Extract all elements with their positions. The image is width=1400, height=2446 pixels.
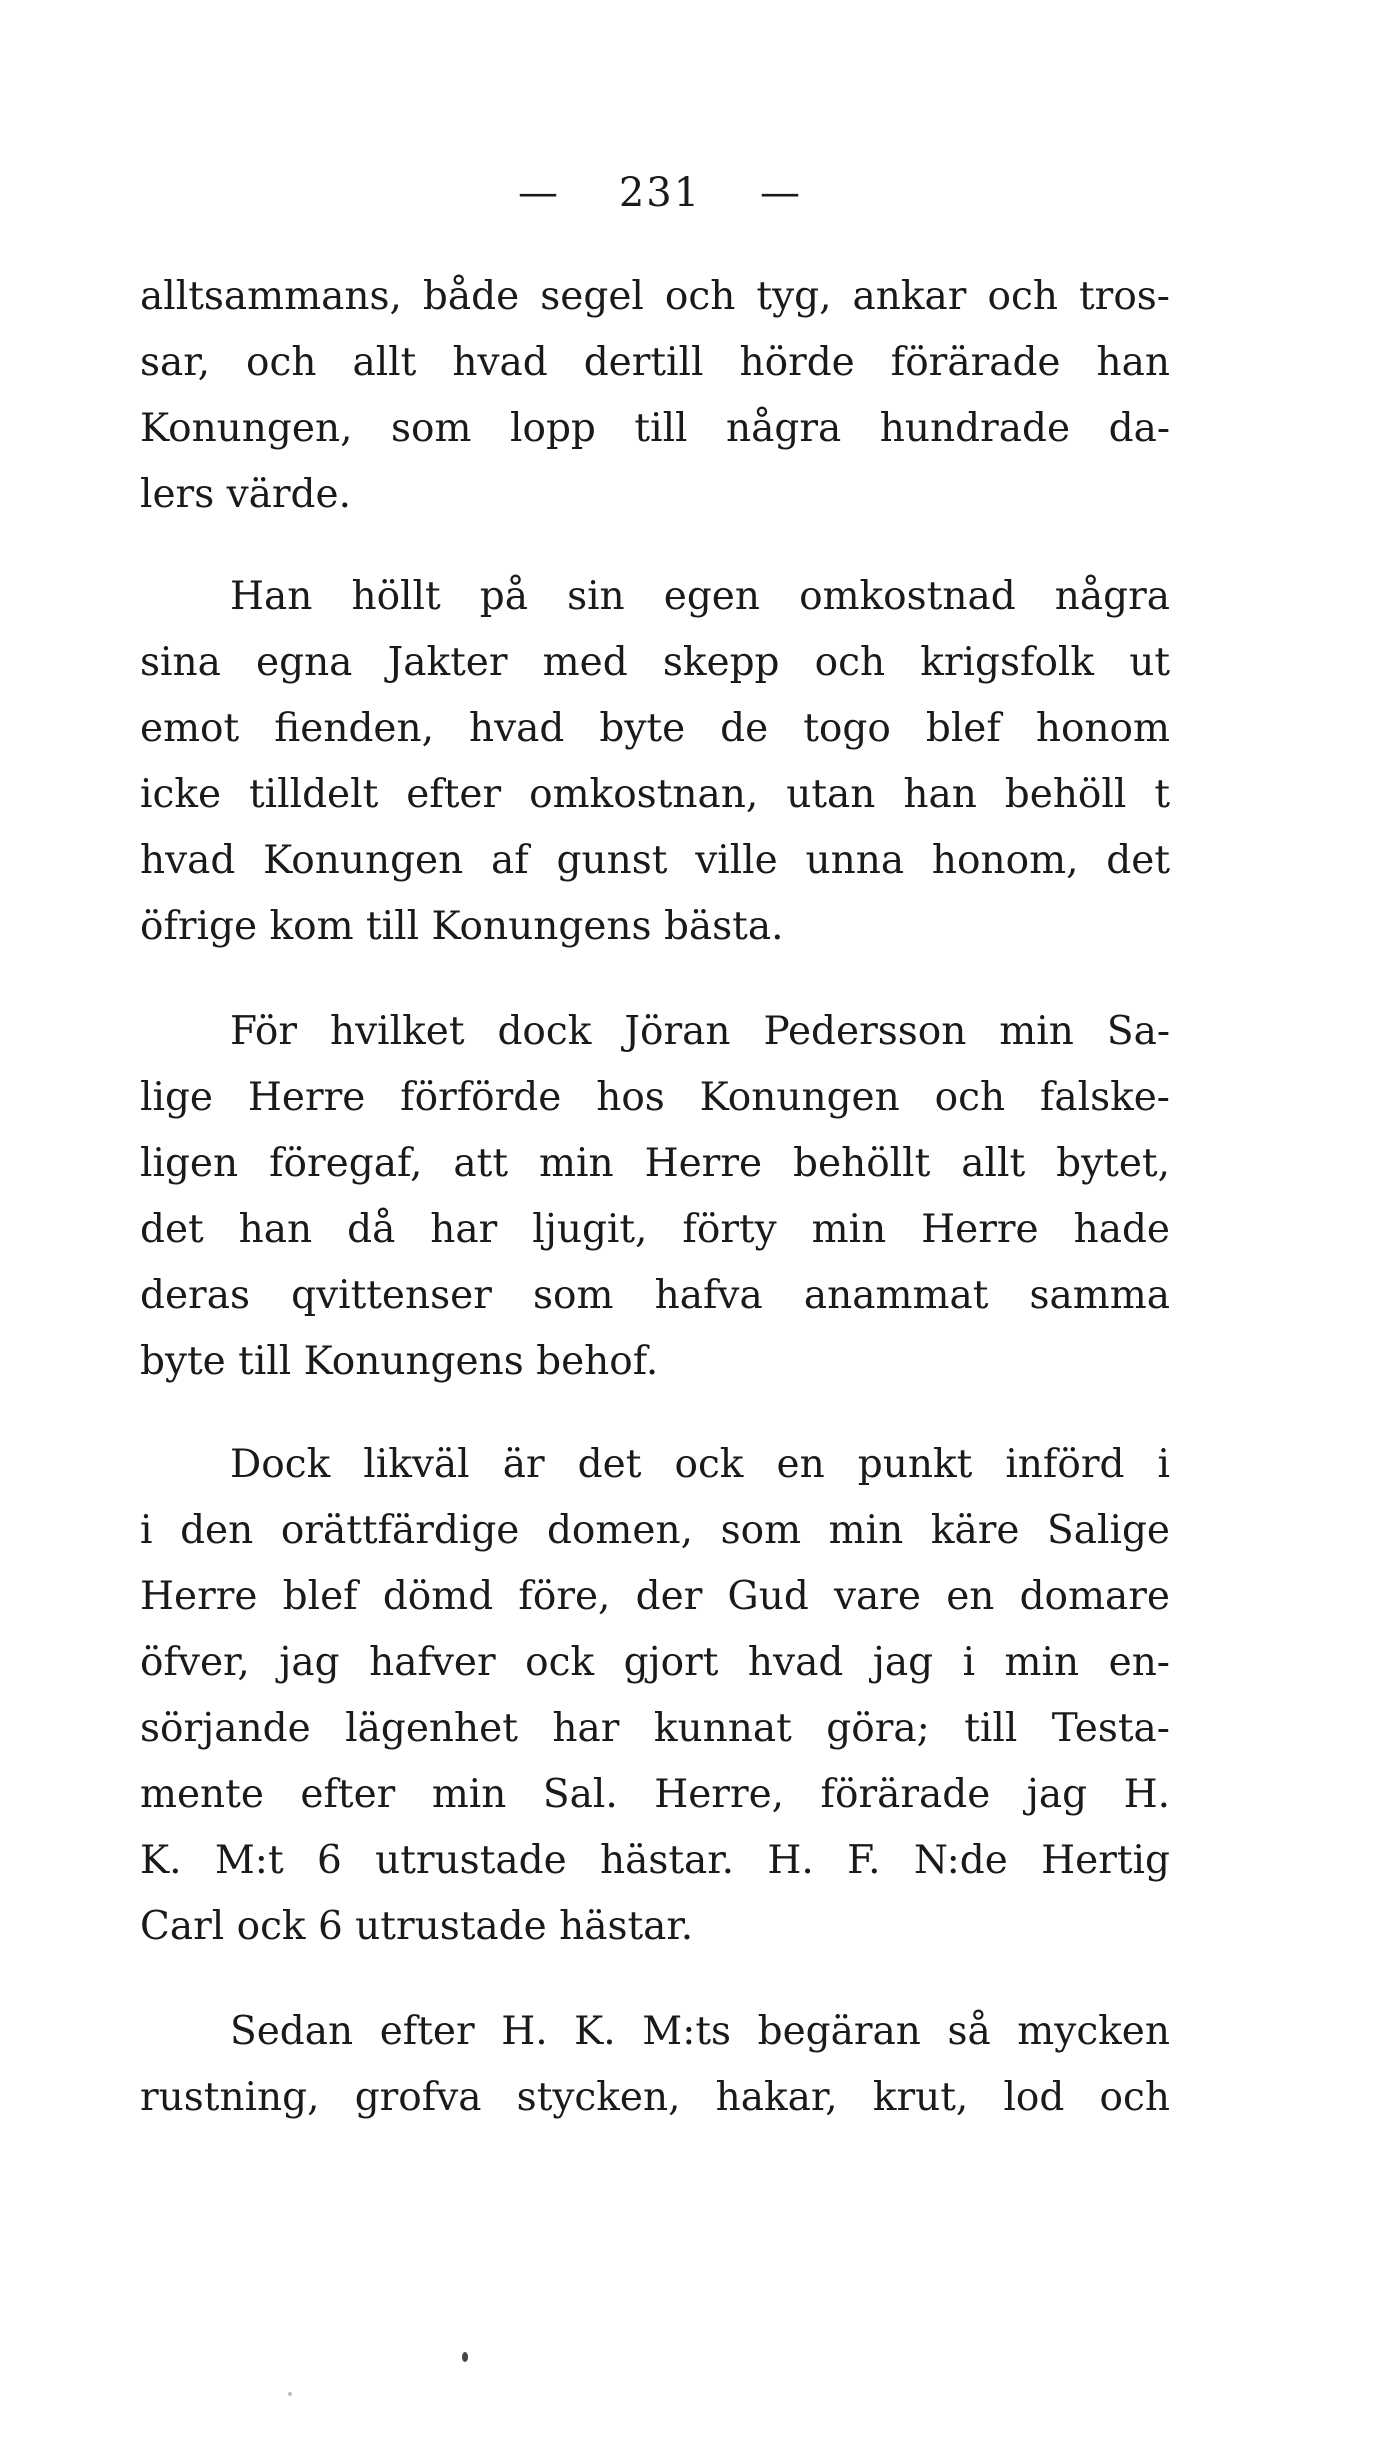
text-line: För hvilket dock Jöran Pedersson min Sa-: [230, 1009, 1170, 1054]
text-line: Sedan efter H. K. M:ts begäran så mycken: [230, 2009, 1170, 2054]
ink-speck: [462, 2352, 468, 2362]
text-line: Carl ock 6 utrustade hästar.: [140, 1904, 694, 1949]
text-line: rustning, grofva stycken, hakar, krut, lod och: [140, 2075, 1170, 2120]
text-line: Herre blef dömd före, der Gud vare en domare: [140, 1574, 1170, 1619]
text-line: emot fienden, hvad byte de togo blef honom: [140, 706, 1170, 751]
text-line: lers värde.: [140, 472, 351, 517]
text-line: Han höllt på sin egen omkostnad några: [230, 574, 1170, 619]
text-line: icke tilldelt efter omkostnan, utan han behöll t: [140, 772, 1170, 817]
text-line: deras qvittenser som hafva anammat samma: [140, 1273, 1170, 1318]
text-line: byte till Konungens behof.: [140, 1339, 659, 1384]
text-line: sina egna Jakter med skepp och krigsfolk ut: [140, 640, 1170, 685]
text-line: sar, och allt hvad dertill hörde förärade han: [140, 340, 1170, 385]
text-line: K. M:t 6 utrustade hästar. H. F. N:de Hertig: [140, 1838, 1170, 1883]
page-number: — 231 —: [517, 170, 803, 216]
text-line: alltsammans, både segel och tyg, ankar och tros-: [140, 274, 1170, 319]
text-line: öfrige kom till Konungens bästa.: [140, 904, 784, 949]
text-line: ligen föregaf, att min Herre behöllt allt bytet,: [140, 1141, 1170, 1186]
text-line: Dock likväl är det ock en punkt införd i: [230, 1442, 1170, 1487]
text-line: öfver, jag hafver ock gjort hvad jag i min en-: [140, 1640, 1170, 1685]
text-line: Konungen, som lopp till några hundrade da-: [140, 406, 1170, 451]
ink-speck: [288, 2392, 292, 2396]
text-line: i den orättfärdige domen, som min käre Salige: [140, 1508, 1170, 1553]
text-line: det han då har ljugit, förty min Herre hade: [140, 1207, 1170, 1252]
text-line: hvad Konungen af gunst ville unna honom, det: [140, 838, 1170, 883]
text-line: sörjande lägenhet har kunnat göra; till Testa-: [140, 1706, 1170, 1751]
text-line: lige Herre förförde hos Konungen och falske-: [140, 1075, 1170, 1120]
text-line: mente efter min Sal. Herre, förärade jag H.: [140, 1772, 1170, 1817]
